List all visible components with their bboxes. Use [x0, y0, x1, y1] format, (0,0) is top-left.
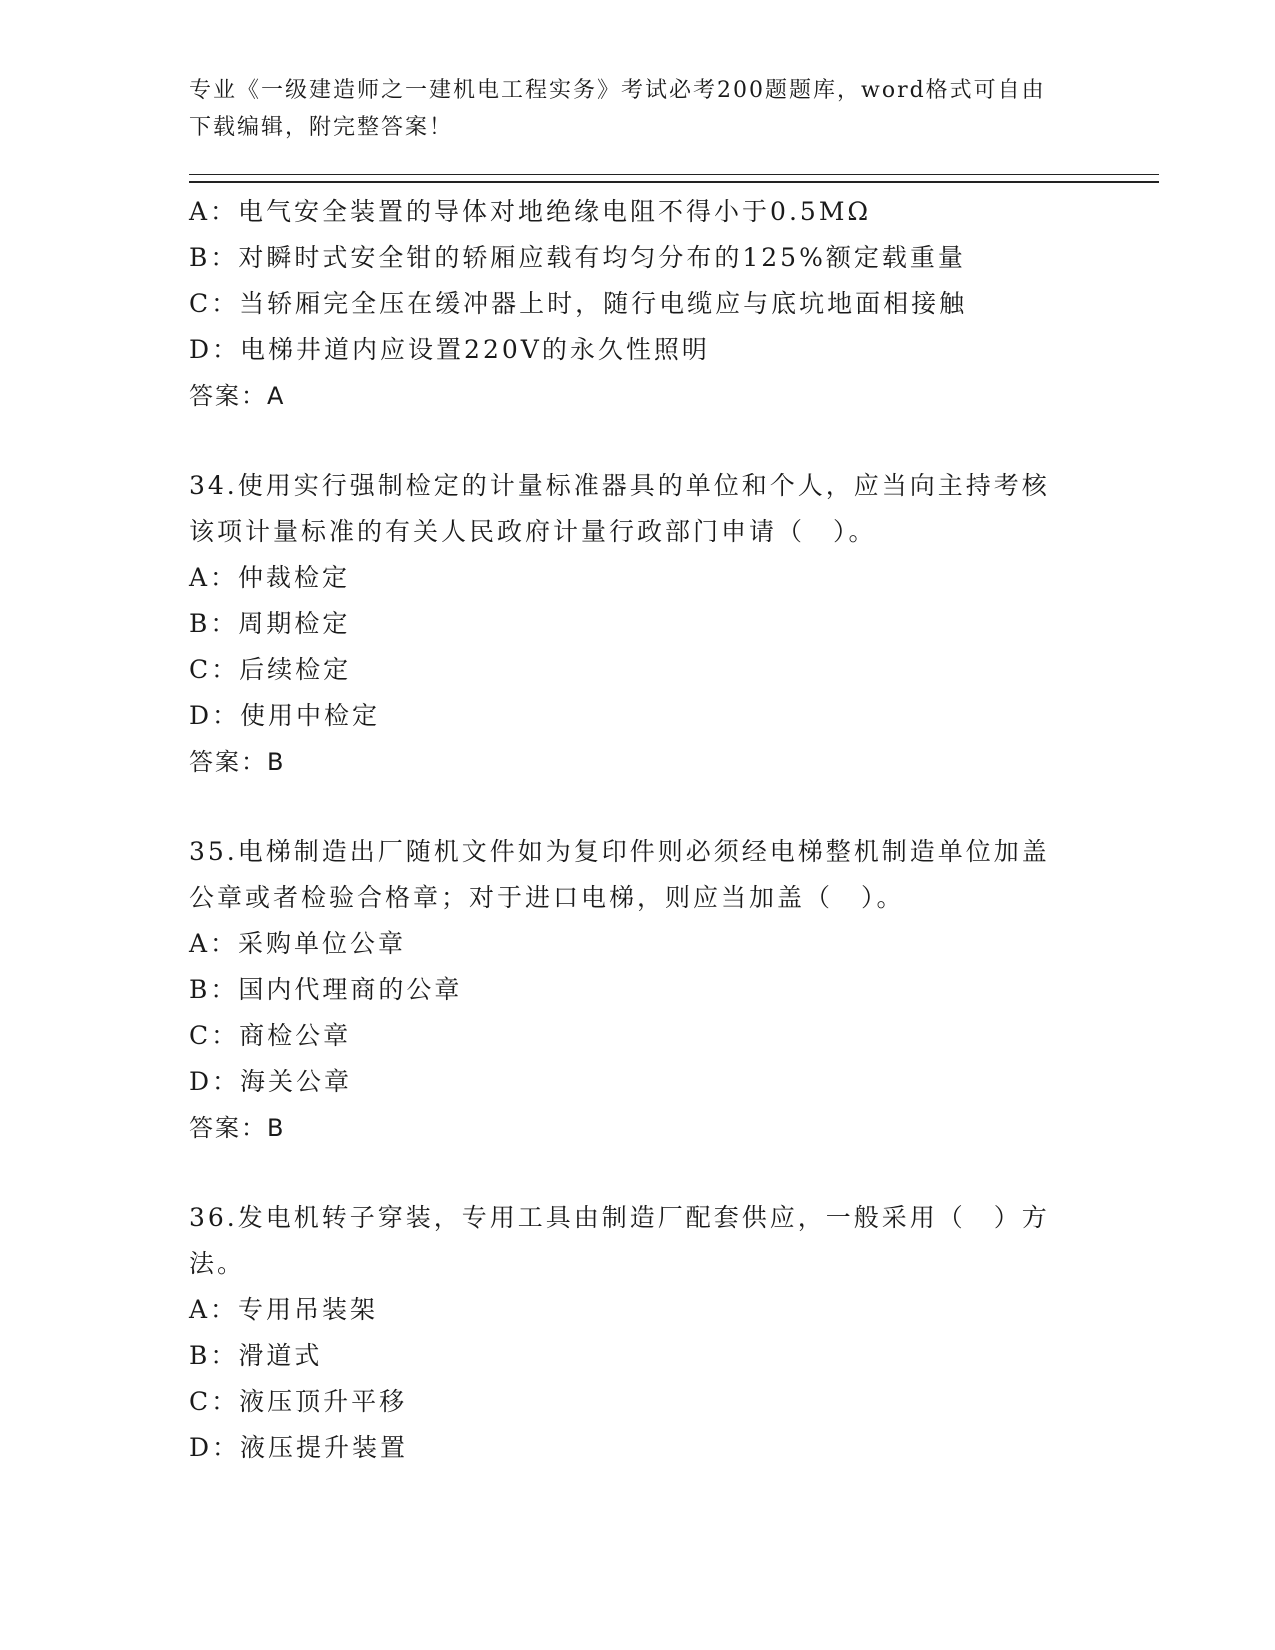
- option-a: A：专用吊装架: [189, 1295, 379, 1324]
- option-c: C：当轿厢完全压在缓冲器上时，随行电缆应与底坑地面相接触: [189, 289, 968, 318]
- option-b: B：滑道式: [189, 1341, 323, 1370]
- question-36: [189, 1195, 1089, 1471]
- question-33-continued: [189, 189, 1089, 419]
- option-b: B：对瞬时式安全钳的轿厢应载有均匀分布的125%额定载重量: [189, 243, 966, 272]
- header-line-1: 专业《一级建造师之一建机电工程实务》考试必考200题题库，word格式可自由: [189, 78, 1046, 103]
- option-d: D：液压提升装置: [189, 1433, 409, 1462]
- spacer: [189, 419, 1089, 463]
- question-stem-line-2: 公章或者检验合格章；对于进口电梯，则应当加盖（ ）。: [189, 883, 905, 912]
- spacer: [189, 1151, 1089, 1195]
- question-stem-line-1: 34.使用实行强制检定的计量标准器具的单位和个人，应当向主持考核: [189, 471, 1050, 500]
- question-stem-line-2: 该项计量标准的有关人民政府计量行政部门申请（ ）。: [189, 517, 877, 546]
- option-c: C：液压顶升平移: [189, 1387, 408, 1416]
- question-35: [189, 829, 1089, 1151]
- option-a: A：电气安全装置的导体对地绝缘电阻不得小于0.5MΩ: [189, 197, 872, 226]
- option-c: C：商检公章: [189, 1021, 352, 1050]
- question-stem-line-1: 36.发电机转子穿装，专用工具由制造厂配套供应，一般采用（ ）方: [189, 1203, 1050, 1232]
- option-b: B：周期检定: [189, 609, 351, 638]
- answer: 答案：B: [189, 1114, 286, 1142]
- document-header: [189, 72, 1089, 146]
- option-a: A：仲裁检定: [189, 563, 351, 592]
- header-divider-thick: [189, 181, 1159, 183]
- spacer: [189, 785, 1089, 829]
- question-stem-line-1: 35.电梯制造出厂随机文件如为复印件则必须经电梯整机制造单位加盖: [189, 837, 1050, 866]
- option-c: C：后续检定: [189, 655, 352, 684]
- header-line-2: 下载编辑，附完整答案！: [189, 115, 454, 140]
- answer: 答案：B: [189, 748, 286, 776]
- option-d: D：海关公章: [189, 1067, 353, 1096]
- header-divider-thin: [189, 174, 1159, 175]
- question-list: [189, 189, 1089, 1471]
- answer: 答案：A: [189, 382, 286, 410]
- option-d: D：电梯井道内应设置220V的永久性照明: [189, 335, 710, 364]
- option-d: D：使用中检定: [189, 701, 381, 730]
- question-stem-line-2: 法。: [189, 1249, 246, 1278]
- question-34: [189, 463, 1089, 785]
- option-a: A：采购单位公章: [189, 929, 407, 958]
- option-b: B：国内代理商的公章: [189, 975, 463, 1004]
